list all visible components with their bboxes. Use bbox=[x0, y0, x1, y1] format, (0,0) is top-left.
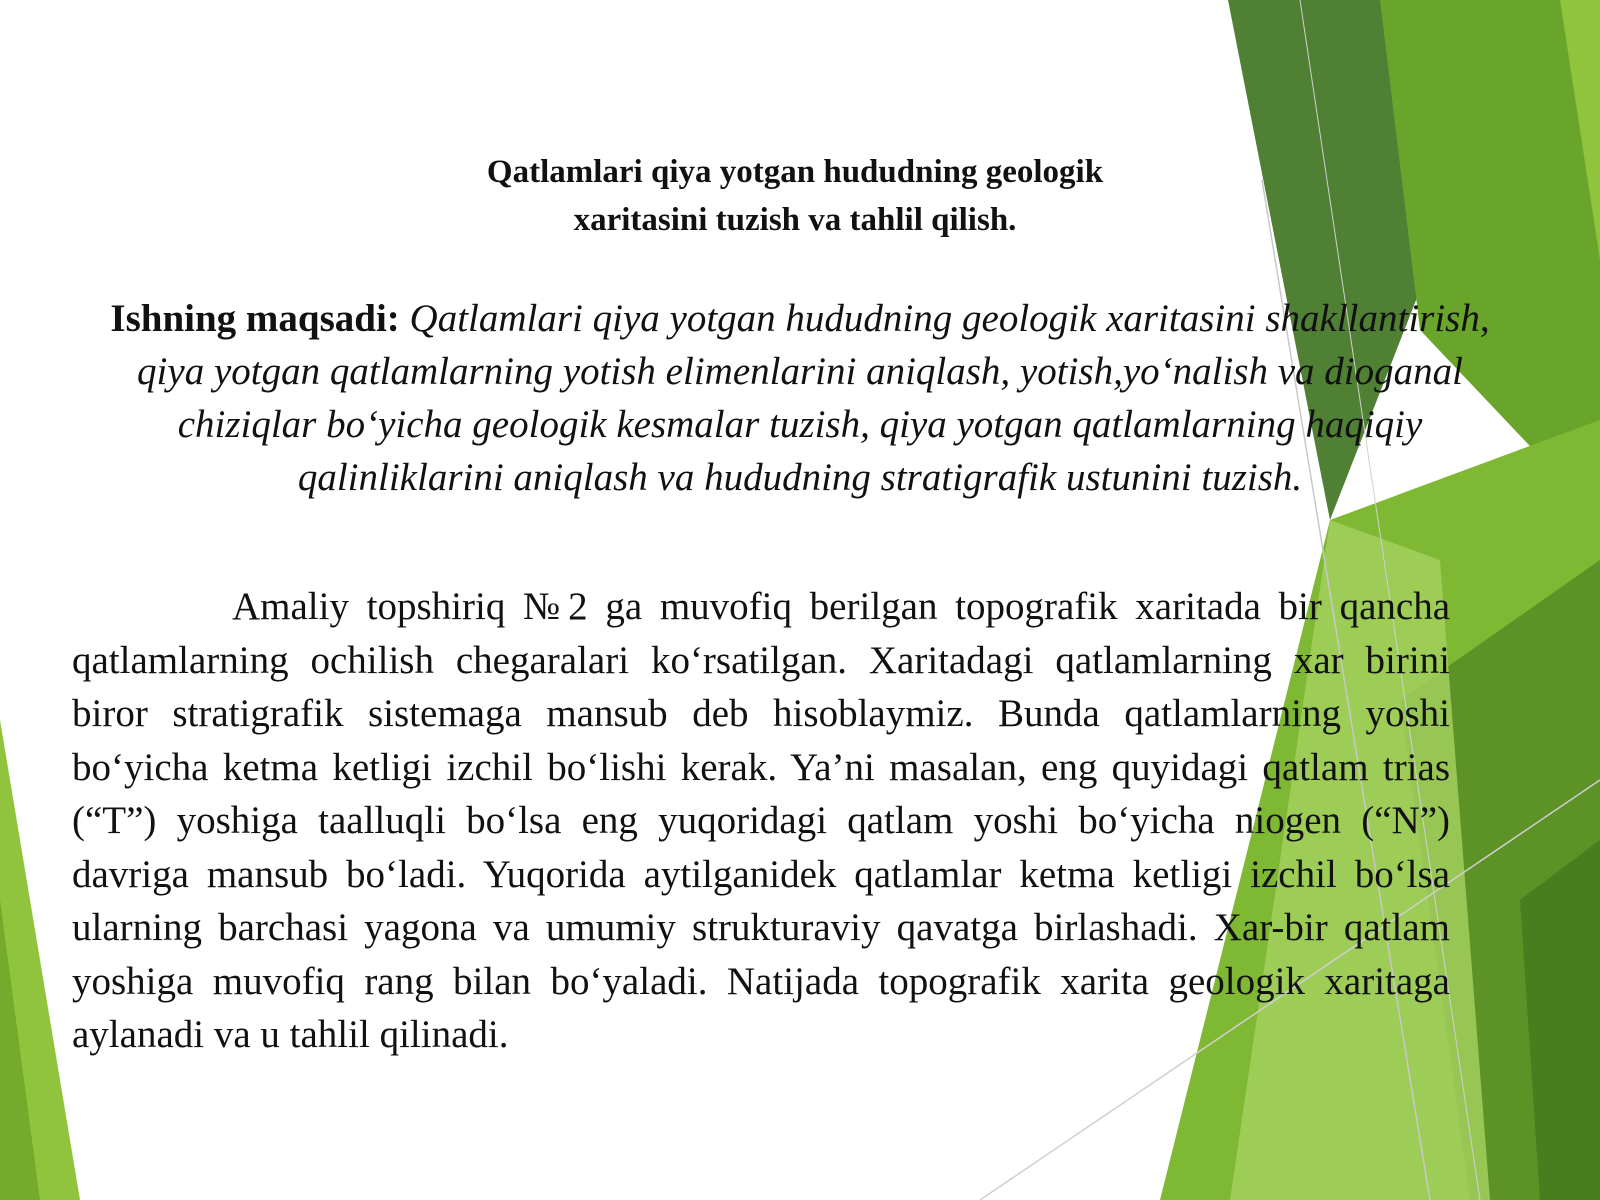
body-paragraph: Amaliy topshiriq №2 ga muvofiq berilgan topografik xaritada bir qancha qatlamlarning ochilish chegaralari ko‘rsatilgan. Xaritadagi qatlamlarning xar birini biror stratigrafik sistemaga mansub deb hisoblaymiz. Bunda qatlamlarning yoshi bo‘yicha ketma ketligi izchil bo‘lishi kerak. Ya’ni masalan, eng quyidagi qatlam trias (“T”) yoshiga taalluqli bo‘lsa eng yuqoridagi qatlam yoshi bo‘yicha niogen (“N”) davriga mansub bo‘ladi. Yuqorida aytilganidek qatlamlar ketma ketligi izchil bo‘lsa ularning barchasi yagona va umumiy strukturaviy qavatga birlashadi. Xar-bir qatlam yoshiga muvofiq rang bilan bo‘yaladi. Natijada topografik xarita geologik xaritaga aylanadi va u tahlil qilinadi. bbox=[72, 585, 1450, 1056]
purpose-text: Qatlamlari qiya yotgan hududning geologik xaritasini shakllantirish, qiya yotgan qatlamlarning yotish elimenlarini aniqlash, yotish,yo‘nalish va dioganal chiziqlar bo‘yicha geologik kesmalar tuzish, qiya yotgan qatlamlarning haqiqiy qalinliklarini aniqlash va hududning stratigrafik ustunini tuzish. bbox=[137, 297, 1490, 499]
purpose-paragraph bbox=[80, 292, 1520, 504]
slide-title bbox=[300, 148, 1290, 244]
purpose-label: Ishning maqsadi: bbox=[110, 297, 400, 340]
slide-title-line-1: Qatlamlari qiya yotgan hududning geologik bbox=[486, 154, 1104, 190]
slide-title-line-2: xaritasini tuzish va tahlil qilish. bbox=[573, 202, 1017, 238]
